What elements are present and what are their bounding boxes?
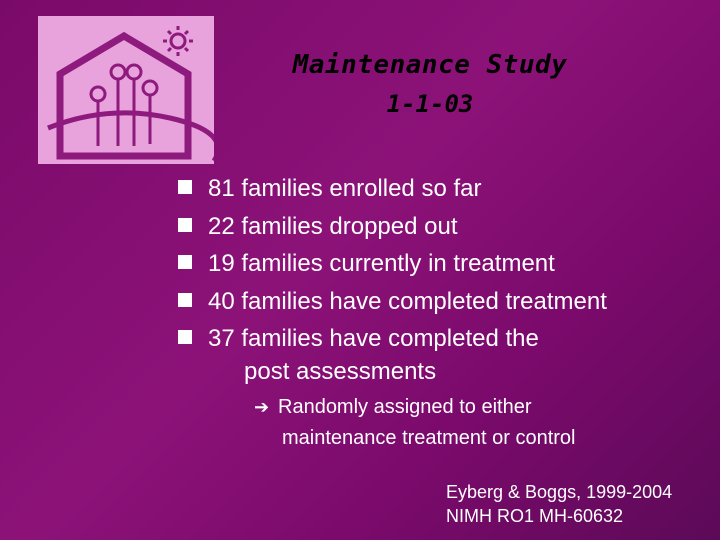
arrow-right-icon: ➔ xyxy=(254,397,270,417)
bullet-item: 22 families dropped out xyxy=(174,208,607,246)
square-bullet-icon xyxy=(178,180,192,194)
bullet-item: 40 families have completed treatment xyxy=(174,283,607,321)
house-logo xyxy=(38,16,214,164)
square-bullet-icon xyxy=(178,218,192,232)
bullet-continuation: post assessments xyxy=(244,358,437,385)
bullet-list xyxy=(174,170,607,358)
bullet-item: 37 families have completed the xyxy=(174,320,607,358)
sub-bullet: ➔ Randomly assigned to either maintenance treatment or control xyxy=(254,392,576,454)
citation-line2: NIMH RO1 MH-60632 xyxy=(446,506,624,526)
bullet-item: 81 families enrolled so far xyxy=(174,170,607,208)
citation xyxy=(446,480,672,528)
bullet-item: 19 families currently in treatment xyxy=(174,245,607,283)
square-bullet-icon xyxy=(178,293,192,307)
square-bullet-icon xyxy=(178,255,192,269)
slide-date: 1-1-03 xyxy=(386,90,474,118)
square-bullet-icon xyxy=(178,330,192,344)
slide-title: Maintenance Study xyxy=(292,50,568,80)
sub-bullet-line2: maintenance treatment or control xyxy=(282,427,576,449)
citation-line1: Eyberg & Boggs, 1999-2004 xyxy=(446,482,673,502)
